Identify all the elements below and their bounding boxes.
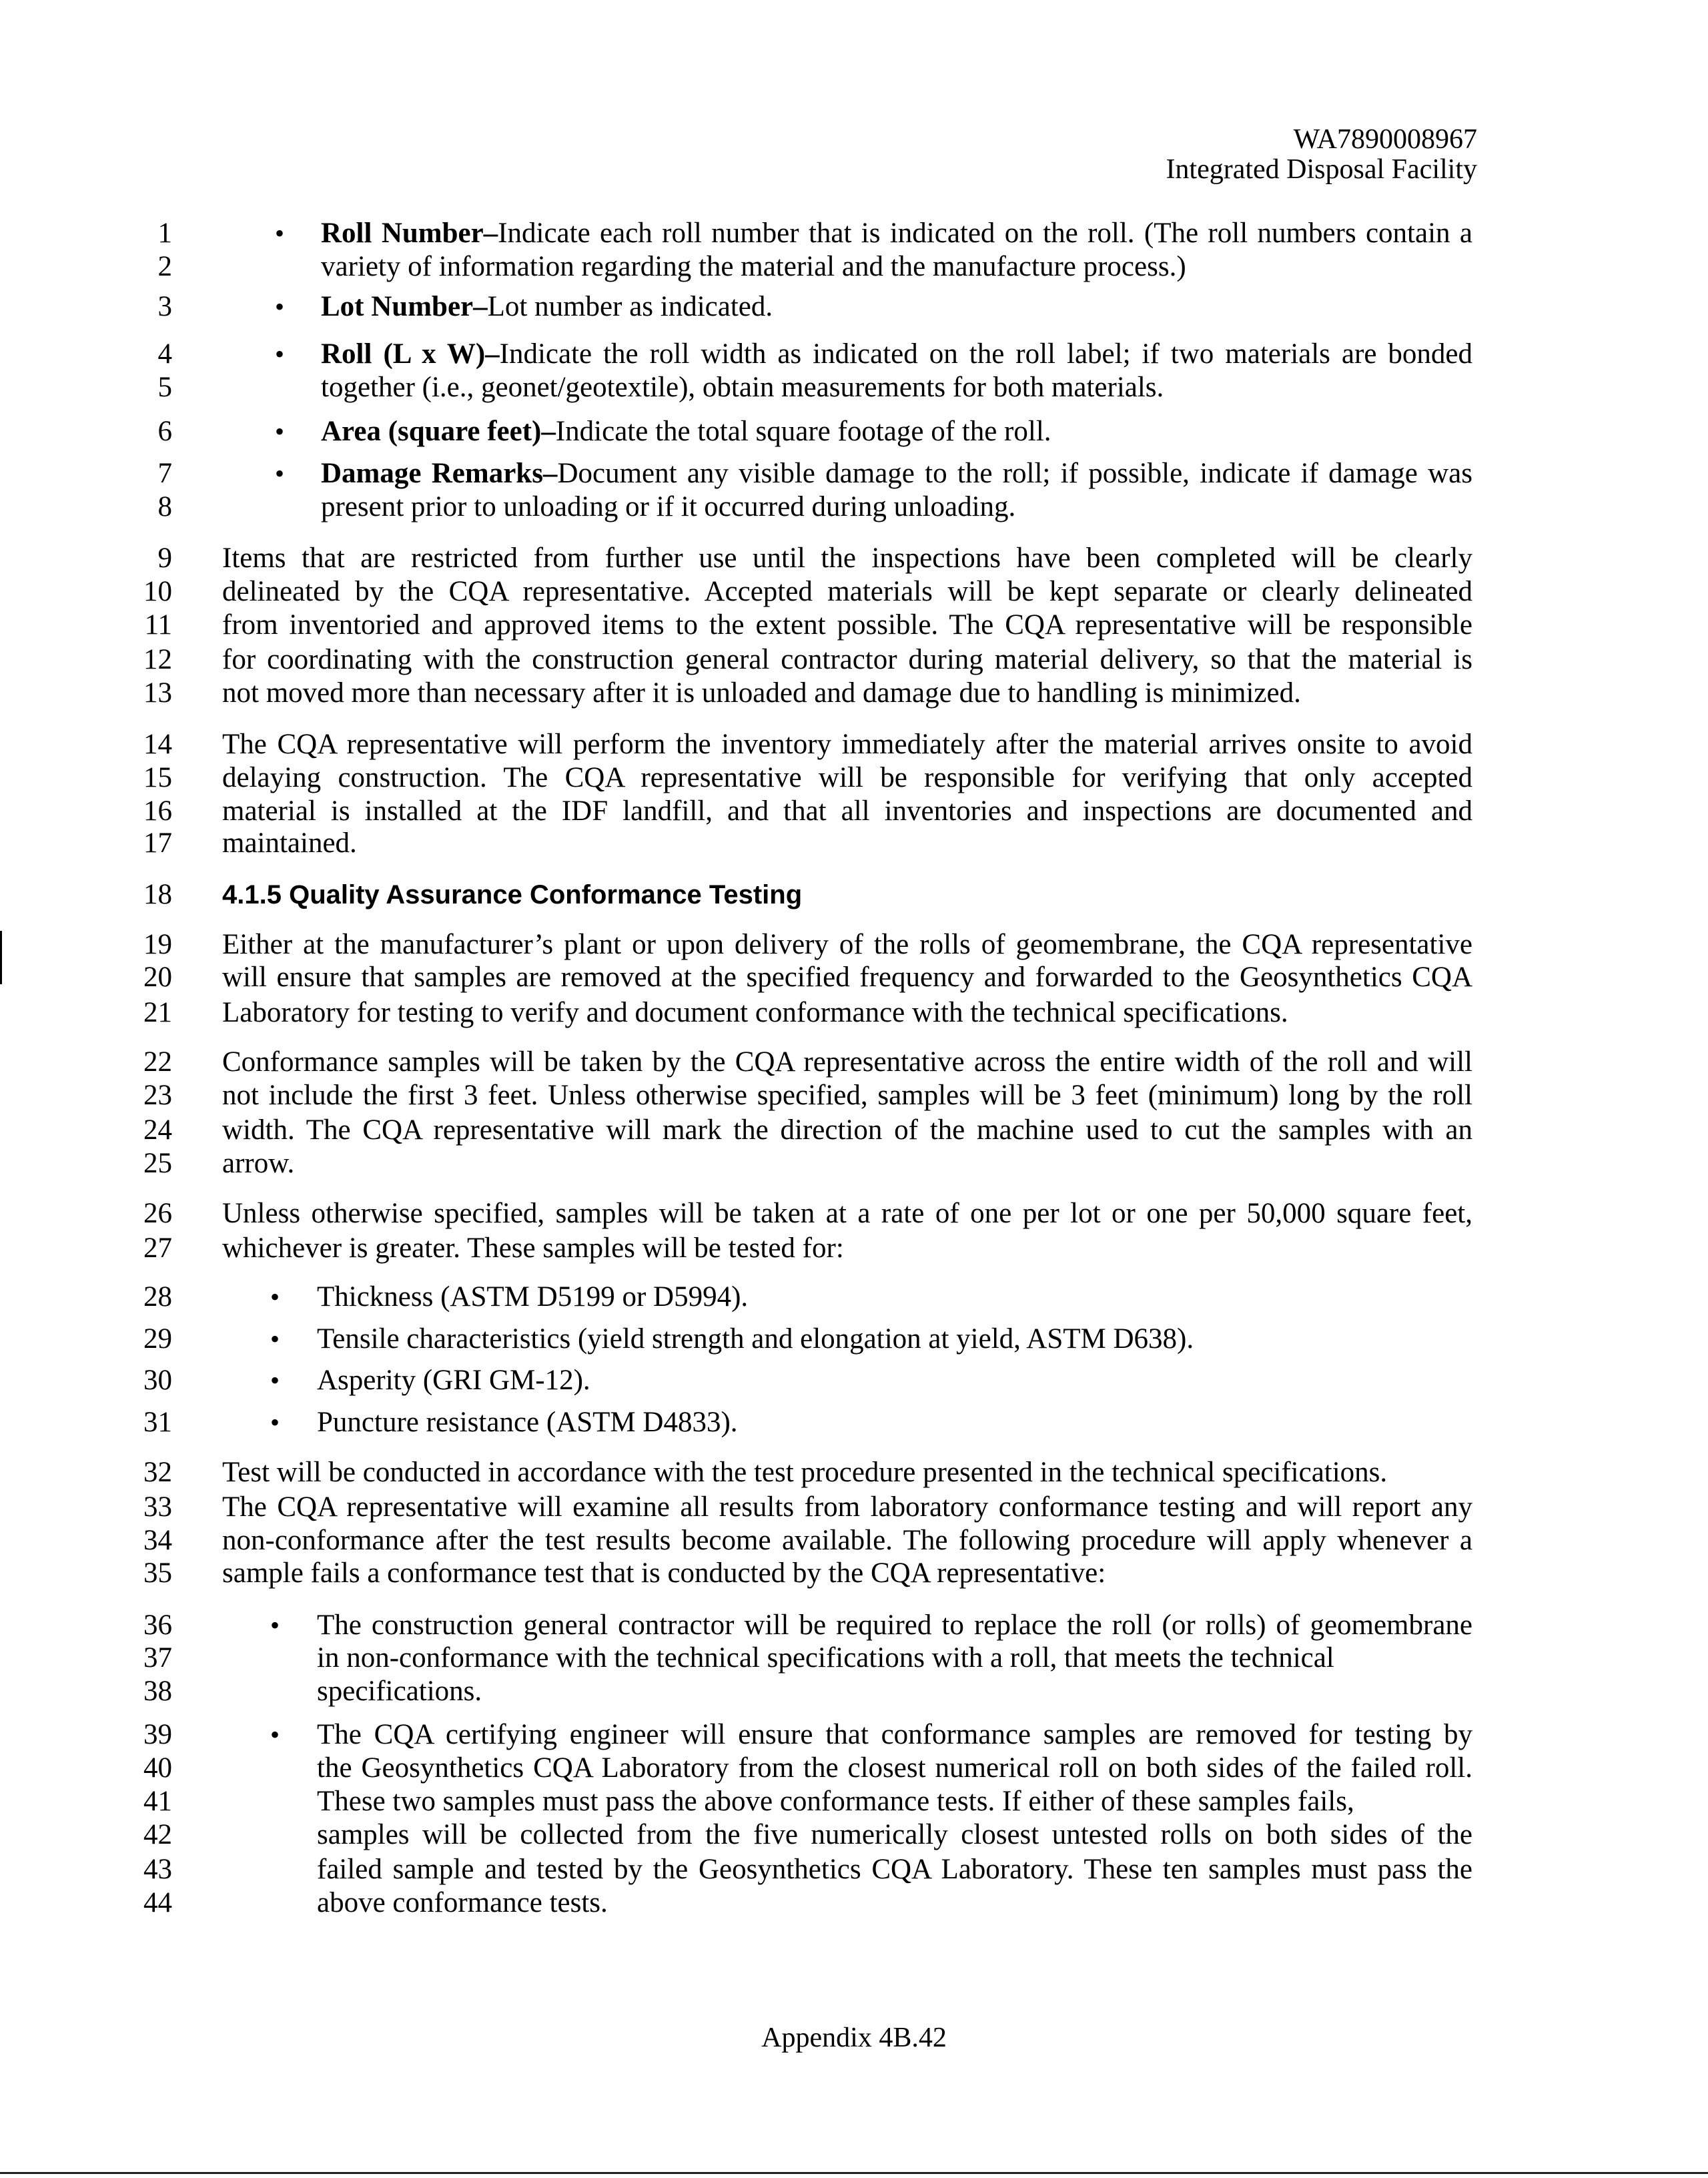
line-number: 25 <box>143 1148 172 1179</box>
line-text <box>321 290 773 324</box>
line-number: 2 <box>157 251 172 282</box>
line-content: width. The CQA representative will mark the direction of the machine used to cut the samples with an <box>222 1114 1472 1146</box>
line-number: 35 <box>143 1557 172 1589</box>
line-number: 10 <box>143 576 172 607</box>
line-content: together (i.e., geonet/geotextile), obtain measurements for both materials. <box>321 372 1164 403</box>
line-content: maintained. <box>222 827 357 859</box>
bullet-icon: • <box>270 1720 280 1750</box>
line-content: samples will be collected from the five numerically closest untested rolls on both sides of the <box>317 1819 1472 1850</box>
line-number: 37 <box>143 1642 172 1674</box>
line-text <box>222 1197 1472 1230</box>
line-content: The CQA representative will examine all results from laboratory conformance testing and will report any <box>222 1491 1472 1523</box>
page-footer: Appendix 4B.42 <box>761 2023 947 2053</box>
line-text <box>222 1079 1472 1112</box>
bullet-icon: • <box>270 1324 280 1354</box>
bullet-icon: • <box>270 1610 280 1640</box>
line-text <box>222 795 1472 828</box>
term-label: Damage Remarks– <box>321 458 558 489</box>
line-number: 30 <box>143 1365 172 1396</box>
line-number: 36 <box>143 1609 172 1641</box>
line-number: 27 <box>143 1232 172 1264</box>
line-content: These two samples must pass the above conformance tests. If either of these samples fails, <box>317 1786 1354 1817</box>
line-content: Items that are restricted from further use until the inspections have been completed will be clearly <box>222 542 1472 574</box>
bullet-icon: • <box>275 458 285 488</box>
line-content: Unless otherwise specified, samples will be taken at a rate of one per lot or one per 50,000 square feet, <box>222 1198 1472 1229</box>
line-content: Tensile characteristics (yield strength and elongation at yield, ASTM D638). <box>317 1323 1194 1355</box>
line-number: 38 <box>143 1676 172 1707</box>
line-text <box>222 728 1472 761</box>
line-number: 6 <box>157 416 172 447</box>
line-number: 9 <box>157 542 172 574</box>
line-text <box>321 415 1051 448</box>
line-content: Laboratory for testing to verify and document conformance with the technical specifications. <box>222 997 1288 1028</box>
line-content: Indicate each roll number that is indicated on the roll. (The roll numbers contain a <box>498 218 1472 249</box>
line-content: sample fails a conformance test that is conducted by the CQA representative: <box>222 1557 1106 1589</box>
line-content: Either at the manufacturer’s plant or upon delivery of the rolls of geomembrane, the CQA representative <box>222 929 1472 960</box>
line-number: 19 <box>143 929 172 960</box>
line-content: delineated by the CQA representative. Accepted materials will be kept separate or clearly delineated <box>222 576 1472 607</box>
line-number: 31 <box>143 1407 172 1438</box>
line-number: 15 <box>143 762 172 793</box>
line-number: 5 <box>157 372 172 403</box>
line-text <box>321 490 1015 524</box>
line-text <box>317 1752 1472 1785</box>
line-text <box>317 1323 1194 1356</box>
line-number: 8 <box>157 491 172 522</box>
line-number: 4 <box>157 338 172 370</box>
line-number: 12 <box>143 644 172 675</box>
line-number: 21 <box>143 997 172 1028</box>
line-content: Lot number as indicated. <box>487 291 773 322</box>
line-number: 26 <box>143 1198 172 1229</box>
bullet-icon: • <box>270 1365 280 1395</box>
line-text <box>317 1785 1354 1818</box>
line-text <box>222 761 1472 795</box>
line-content: delaying construction. The CQA representative will be responsible for verifying that only accepted <box>222 762 1472 793</box>
line-number: 1 <box>157 218 172 249</box>
line-content: not moved more than necessary after it is unloaded and damage due to handling is minimized. <box>222 677 1301 709</box>
line-text <box>222 1491 1472 1524</box>
line-text <box>317 1281 748 1314</box>
bullet-icon: • <box>275 218 285 248</box>
line-number: 18 <box>143 879 172 910</box>
line-number: 33 <box>143 1491 172 1523</box>
line-text <box>317 1675 482 1708</box>
line-content: above conformance tests. <box>317 1887 608 1918</box>
line-content: The CQA representative will perform the inventory immediately after the material arrives onsite to avoid <box>222 729 1472 760</box>
line-text <box>317 1818 1472 1852</box>
line-content: specifications. <box>317 1676 482 1707</box>
line-text <box>222 1114 1472 1147</box>
page-bottom-rule <box>0 2172 1708 2174</box>
line-content: Indicate the total square footage of the roll. <box>555 416 1051 447</box>
line-text <box>222 827 357 860</box>
line-content: present prior to unloading or if it occurred during unloading. <box>321 491 1016 522</box>
line-text <box>222 1456 1387 1489</box>
line-text <box>321 371 1164 404</box>
line-content: Test will be conducted in accordance with the test procedure presented in the technical specifications. <box>222 1457 1388 1488</box>
term-label: Roll (L x W)– <box>321 338 500 370</box>
line-number: 24 <box>143 1114 172 1146</box>
facility-name: Integrated Disposal Facility <box>1166 154 1477 185</box>
line-number: 39 <box>143 1719 172 1750</box>
line-content: Conformance samples will be taken by the CQA representative across the entire width of the roll and will <box>222 1046 1472 1078</box>
line-content: Indicate the roll width as indicated on the roll label; if two materials are bonded <box>499 338 1472 370</box>
line-content: variety of information regarding the material and the manufacture process.) <box>321 251 1186 282</box>
line-content: from inventoried and approved items to the extent possible. The CQA representative will be responsible <box>222 609 1472 641</box>
line-text <box>222 575 1472 609</box>
line-text <box>317 1364 590 1397</box>
line-content: Puncture resistance (ASTM D4833). <box>317 1407 738 1438</box>
line-text <box>317 1886 608 1920</box>
line-number: 43 <box>143 1854 172 1885</box>
line-text <box>321 338 1472 371</box>
line-content: for coordinating with the construction general contractor during material delivery, so that the material is <box>222 644 1472 675</box>
margin-change-bar <box>0 931 2 984</box>
line-text <box>222 643 1472 677</box>
line-number: 29 <box>143 1323 172 1355</box>
line-number: 11 <box>144 609 172 641</box>
line-text <box>321 217 1472 250</box>
line-number: 20 <box>143 962 172 993</box>
line-text <box>222 1557 1106 1590</box>
line-text <box>222 1232 844 1265</box>
section-heading <box>222 878 802 912</box>
line-text <box>317 1406 738 1439</box>
bullet-icon: • <box>275 339 285 369</box>
line-number: 40 <box>143 1752 172 1784</box>
line-text <box>222 928 1472 962</box>
line-text <box>222 1046 1472 1079</box>
line-number: 13 <box>143 677 172 709</box>
line-text <box>321 457 1472 490</box>
line-number: 28 <box>143 1281 172 1313</box>
line-content: will ensure that samples are removed at the specified frequency and forwarded to the Geosynthetics CQA <box>222 962 1472 993</box>
line-content: not include the first 3 feet. Unless otherwise specified, samples will be 3 feet (minimum) long by the roll <box>222 1080 1472 1111</box>
line-number: 41 <box>143 1786 172 1817</box>
line-content: Asperity (GRI GM-12). <box>317 1365 590 1396</box>
line-text <box>222 1524 1472 1557</box>
term-label: Lot Number– <box>321 291 488 322</box>
line-content: 4.1.5 Quality Assurance Conformance Testing <box>222 880 803 910</box>
line-number: 14 <box>143 729 172 760</box>
line-text <box>317 1718 1472 1752</box>
line-content: Thickness (ASTM D5199 or D5994). <box>317 1281 749 1313</box>
line-number: 16 <box>143 795 172 827</box>
term-label: Area (square feet)– <box>321 416 556 447</box>
bullet-icon: • <box>275 292 285 322</box>
line-text <box>317 1853 1472 1886</box>
line-number: 22 <box>143 1046 172 1078</box>
line-number: 44 <box>143 1887 172 1918</box>
line-content: Document any visible damage to the roll; if possible, indicate if damage was <box>557 458 1472 489</box>
line-text <box>222 609 1472 642</box>
line-number: 7 <box>157 458 172 489</box>
line-content: in non-conformance with the technical specifications with a roll, that meets the technical <box>317 1642 1334 1674</box>
term-label: Roll Number– <box>321 218 498 249</box>
line-content: failed sample and tested by the Geosynthetics CQA Laboratory. These ten samples must pass the <box>317 1854 1472 1885</box>
line-content: whichever is greater. These samples will be tested for: <box>222 1232 844 1264</box>
line-content: The construction general contractor will be required to replace the roll (or rolls) of geomembrane <box>317 1609 1472 1641</box>
line-text <box>317 1642 1334 1675</box>
bullet-icon: • <box>270 1407 280 1437</box>
bullet-icon: • <box>270 1282 280 1312</box>
line-text <box>222 1147 294 1180</box>
line-text <box>222 996 1288 1030</box>
line-content: arrow. <box>222 1148 295 1179</box>
line-number: 23 <box>143 1080 172 1111</box>
line-number: 32 <box>143 1457 172 1488</box>
bullet-icon: • <box>275 416 285 446</box>
line-text <box>222 677 1301 710</box>
line-number: 34 <box>143 1525 172 1556</box>
line-number: 17 <box>143 827 172 859</box>
line-number: 42 <box>143 1819 172 1850</box>
document-id: WA7890008967 <box>1293 124 1477 155</box>
line-text <box>222 961 1472 994</box>
line-text <box>321 250 1186 284</box>
line-content: the Geosynthetics CQA Laboratory from the closest numerical roll on both sides of the failed roll. <box>317 1752 1472 1784</box>
line-text <box>222 542 1472 575</box>
line-number: 3 <box>157 291 172 322</box>
line-content: The CQA certifying engineer will ensure that conformance samples are removed for testing by <box>317 1719 1472 1750</box>
line-content: non-conformance after the test results become available. The following procedure will apply whenever a <box>222 1525 1472 1556</box>
line-text <box>317 1609 1472 1642</box>
line-content: material is installed at the IDF landfill, and that all inventories and inspections are documented and <box>222 795 1472 827</box>
